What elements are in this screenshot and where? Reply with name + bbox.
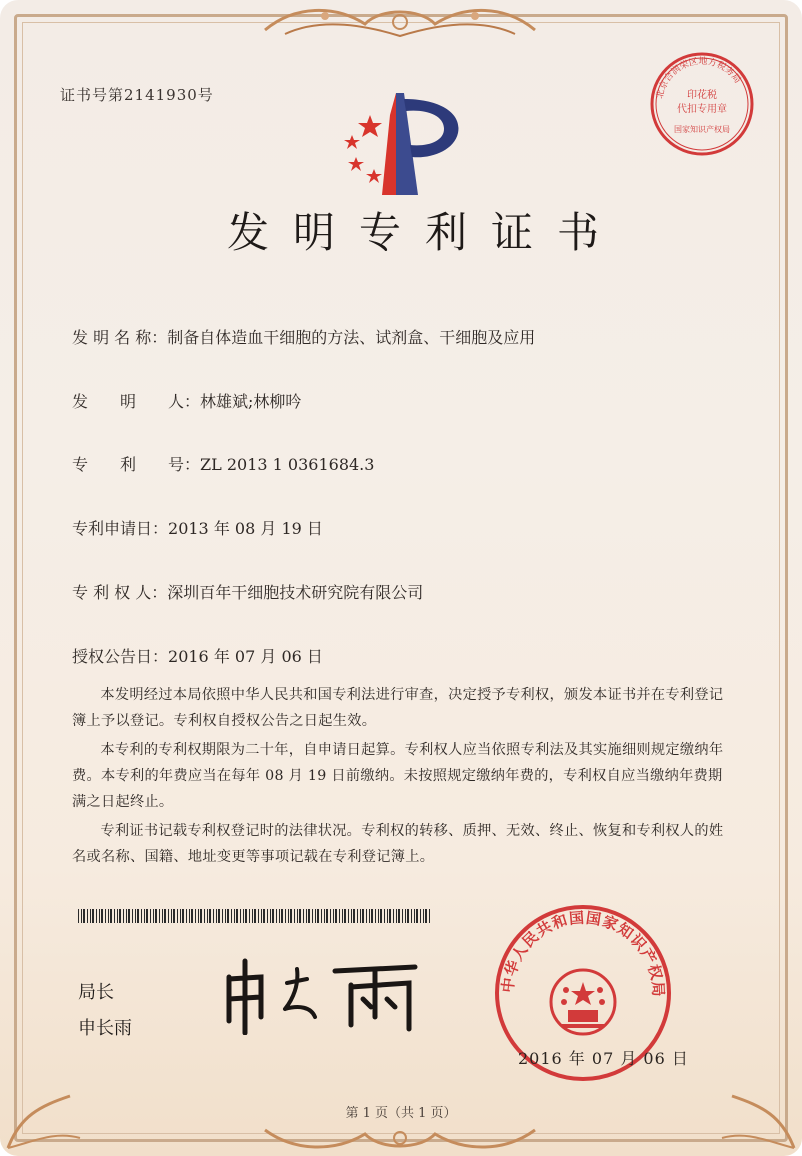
national-emblem-icon	[551, 970, 615, 1034]
small-seal-line-2: 代扣专用章	[677, 104, 727, 115]
patent-number-label: 专 利 号：	[72, 455, 201, 474]
page-number: 第 1 页（共 1 页）	[345, 1106, 457, 1121]
director-title: 局长	[78, 982, 114, 1003]
patentee-label: 专 利 权 人：	[72, 583, 168, 602]
grant-date-value: 2016 年 07 月 06 日	[168, 647, 323, 666]
body-paragraph-2: 本专利的专利权期限为二十年，自申请日起算。专利权人应当依照专利法及其实施细则规定缴纳年费。本专利的年费应当在每年 08 月 19 日前缴纳。未按照规定缴纳年费的，专利权自应当缴纳年费期满之日起终止。	[72, 742, 724, 810]
tax-stamp-seal	[648, 50, 756, 158]
patent-number-value: ZL 2013 1 0361684.3	[200, 455, 375, 474]
invention-name-field	[72, 325, 535, 348]
invention-name-label: 发 明 名 称：	[72, 328, 168, 347]
body-paragraph-1: 本发明经过本局依照中华人民共和国专利法进行审查，决定授予专利权，颁发本证书并在专利登记簿上予以登记。专利权自授权公告之日起生效。	[72, 687, 724, 729]
application-date-value: 2013 年 08 月 19 日	[168, 519, 323, 538]
application-date-field	[72, 516, 323, 539]
grant-date-field	[72, 644, 323, 667]
invention-name-value: 制备自体造血干细胞的方法、试剂盒、干细胞及应用	[167, 328, 536, 347]
inventors-label: 发 明 人：	[72, 392, 201, 411]
grant-date-label: 授权公告日：	[72, 647, 169, 666]
patent-number-field	[72, 452, 374, 475]
big-seal-arc-text: 中华人民共和国国家知识产权局	[498, 908, 668, 998]
small-seal-line-3: 国家知识产权局	[674, 125, 730, 134]
director-name: 申长雨	[78, 1018, 132, 1039]
small-seal-arc-text: 北京合润荣区地方税务局	[655, 56, 743, 100]
inventors-field	[72, 389, 301, 412]
patent-office-logo-icon	[330, 85, 470, 200]
body-paragraph-3: 专利证书记载专利权登记时的法律状况。专利权的转移、质押、无效、终止、恢复和专利权人的姓名或名称、国籍、地址变更等事项记载在专利登记簿上。	[72, 823, 724, 865]
director-signature	[215, 955, 430, 1035]
patentee-value: 深圳百年干细胞技术研究院有限公司	[167, 583, 424, 602]
barcode	[78, 909, 430, 923]
application-date-label: 专利申请日：	[72, 519, 169, 538]
seal-date: 2016 年 07 月 06 日	[518, 1049, 689, 1068]
inventors-value: 林雄斌;林柳吟	[200, 392, 302, 411]
patentee-field	[72, 580, 423, 603]
certificate-body	[72, 682, 736, 873]
certificate-title: 发明专利证书	[226, 208, 623, 257]
small-seal-line-1: 印花税	[687, 90, 717, 101]
top-ornament	[255, 0, 545, 46]
certificate-number: 证书号第2141930号	[60, 86, 214, 104]
bottom-ornament	[255, 1116, 545, 1156]
